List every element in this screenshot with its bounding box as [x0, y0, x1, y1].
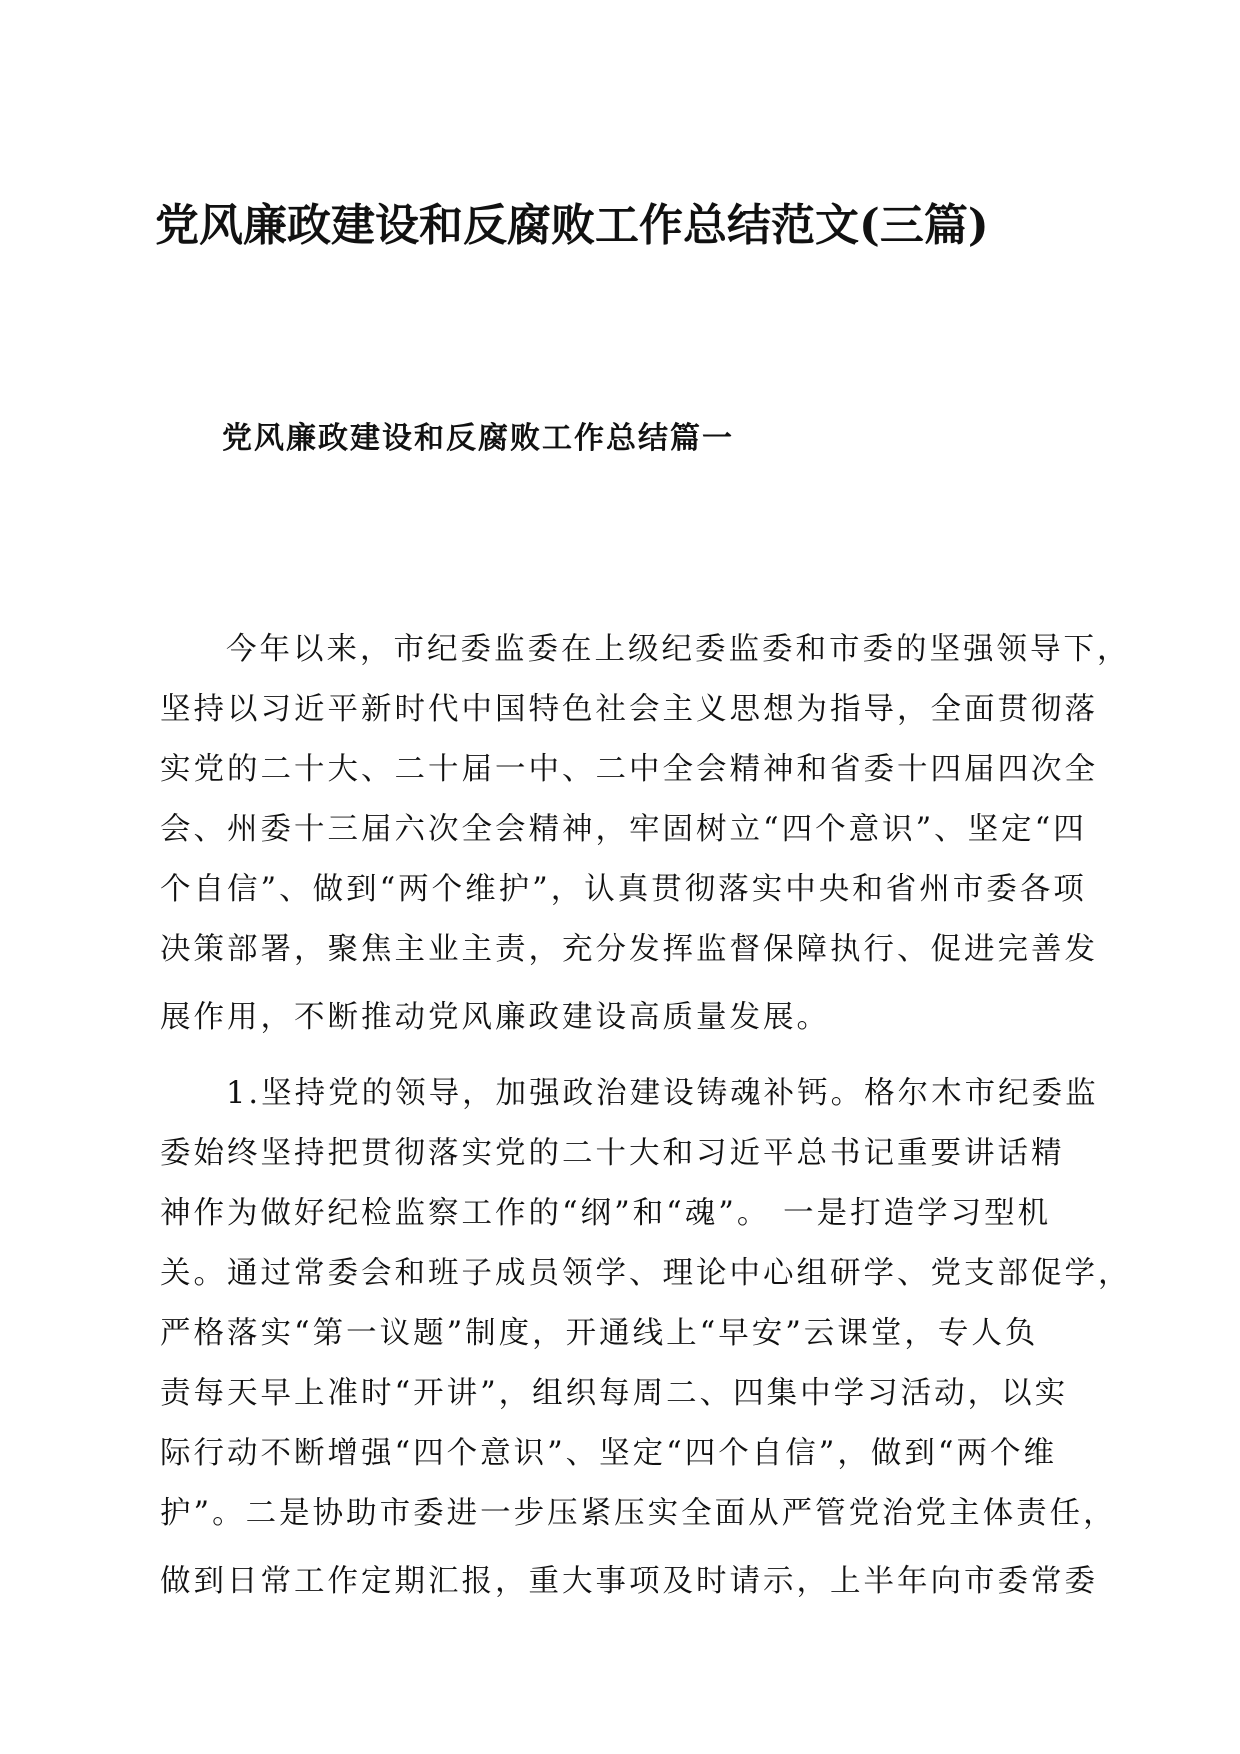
paragraph-line: 个自信”、做到“两个维护”，认真贯彻落实中央和省州市委各项	[160, 872, 1087, 907]
paragraph-line: 展作用，不断推动党风廉政建设高质量发展。	[160, 1000, 830, 1035]
body-paragraph-1	[160, 620, 1131, 1048]
body-paragraph-2	[160, 1064, 1132, 1612]
paragraph-line: 1.坚持党的领导，加强政治建设铸魂补钙。格尔木市纪委监	[226, 1076, 1099, 1111]
paragraph-line: 严格落实“第一议题”制度，开通线上“早安”云课堂，专人负	[160, 1316, 1039, 1351]
paragraph-line: 际行动不断增强“四个意识”、坚定“四个自信”，做到“两个维	[160, 1436, 1057, 1471]
paragraph-line: 护”。二是协助市委进一步压紧压实全面从严管党治党主体责任，	[160, 1496, 1117, 1531]
section-heading: 党风廉政建设和反腐败工作总结篇一	[222, 421, 734, 456]
paragraph-line: 今年以来，市纪委监委在上级纪委监委和市委的坚强领导下，	[226, 632, 1131, 667]
paragraph-line: 做到日常工作定期汇报，重大事项及时请示，上半年向市委常委	[160, 1564, 1098, 1599]
paragraph-line: 决策部署，聚焦主业主责，充分发挥监督保障执行、促进完善发	[160, 932, 1098, 967]
paragraph-line: 坚持以习近平新时代中国特色社会主义思想为指导，全面贯彻落	[160, 692, 1098, 727]
paragraph-line: 会、州委十三届六次全会精神，牢固树立“四个意识”、坚定“四	[160, 812, 1087, 847]
paragraph-line: 神作为做好纪检监察工作的“纲”和“魂”。 一是打造学习型机	[160, 1196, 1052, 1231]
paragraph-line: 实党的二十大、二十届一中、二中全会精神和省委十四届四次全	[160, 752, 1098, 787]
document-title: 党风廉政建设和反腐败工作总结范文(三篇)	[155, 200, 989, 251]
paragraph-line: 责每天早上准时“开讲”，组织每周二、四集中学习活动，以实	[160, 1376, 1069, 1411]
paragraph-line: 委始终坚持把贯彻落实党的二十大和习近平总书记重要讲话精	[160, 1136, 1065, 1171]
paragraph-line: 关。通过常委会和班子成员领学、理论中心组研学、党支部促学，	[160, 1256, 1132, 1291]
